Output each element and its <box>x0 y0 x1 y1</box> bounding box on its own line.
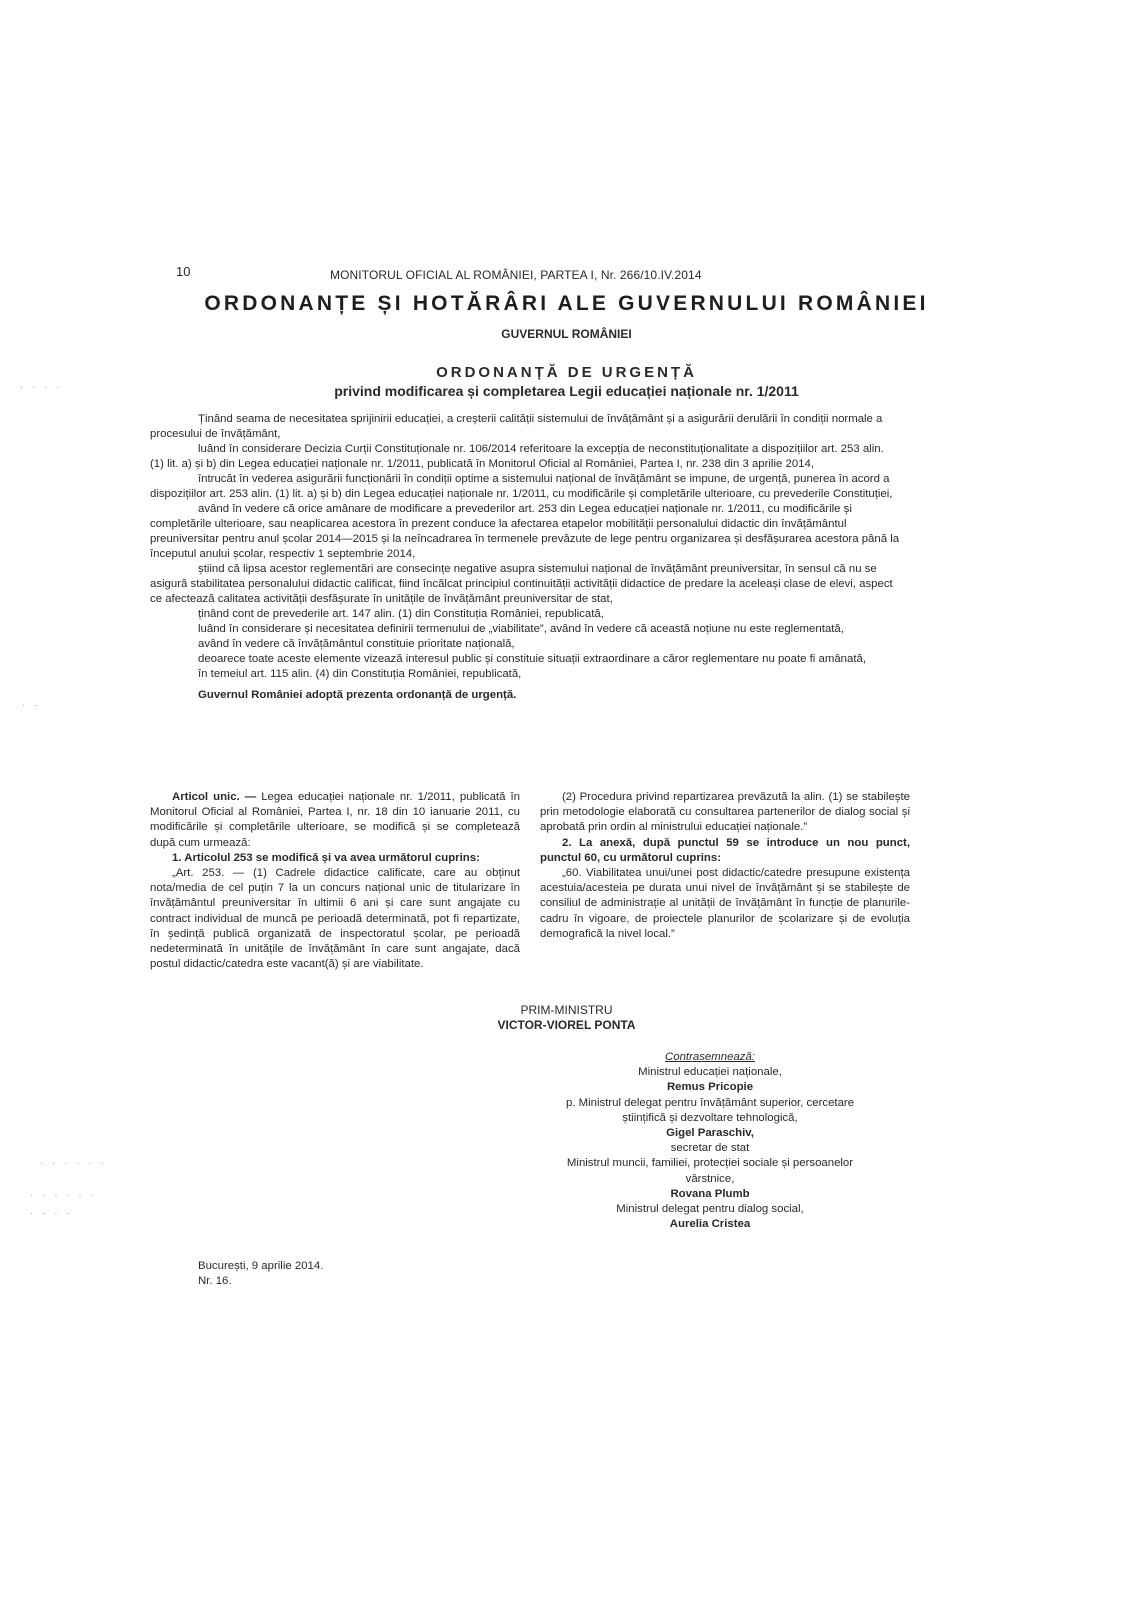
article-paragraph <box>540 836 910 866</box>
countersign-line: secretar de stat <box>670 1142 750 1155</box>
article-paragraph <box>150 851 520 866</box>
preamble <box>150 412 900 703</box>
issuer-label: GUVERNUL ROMÂNIEI <box>501 327 632 341</box>
countersign-block <box>560 1050 860 1232</box>
place-date: București, 9 aprilie 2014. <box>198 1260 324 1272</box>
article-paragraph <box>150 790 520 851</box>
countersign-heading: Contrasemnează: <box>665 1051 755 1063</box>
preamble-paragraph: deoarece toate aceste elemente vizează interesul public și constituie situații extraordinare a căror reglementare nu poate fi amânată, <box>198 653 866 665</box>
article-paragraph <box>150 866 520 972</box>
article-paragraph-text: Legea educației naționale nr. 1/2011, publicată în Monitorul Oficial al României, Partea I, nr. 18 din 10 ianuarie 2011, cu modificările și completările ulterioare, se modifică și se completează după cum urmează: <box>150 791 520 849</box>
article-paragraph-bold: 2. La anexă, după punctul 59 se introduce un nou punct, punctul 60, cu următorul cuprins: <box>540 836 910 864</box>
adoption-statement: Guvernul României adoptă prezenta ordonanță de urgență. <box>198 689 517 701</box>
document-type-title: ORDONANȚĂ DE URGENȚĂ <box>436 364 697 381</box>
article-paragraph-text: (2) Procedura privind repartizarea prevăzută la alin. (1) se stabilește prin metodologie elaborată cu consultarea partenerilor de dialog social și aprobată prin ordin al ministrului educației naționale.” <box>540 791 910 834</box>
countersign-line: Ministrul delegat pentru dialog social, <box>616 1203 804 1216</box>
article-paragraph <box>540 790 910 836</box>
preamble-paragraph: luând în considerare și necesitatea definirii termenului de „viabilitate”, având în vedere că această noțiune nu este reglementată, <box>198 623 844 635</box>
document-subject: privind modificarea și completarea Legii educației naționale nr. 1/2011 <box>334 383 799 399</box>
article-paragraph-bold: 1. Articolul 253 se modifică și va avea următorul cuprins: <box>172 851 480 864</box>
article-paragraph-text: „60. Viabilitatea unui/unei post didactic/catedre presupune existența acestuia/acesteia pe durata unui nivel de învățământ și se stabilește de consiliul de administrație al unității de învățământ în funcție de planurile-cadru în vigoare, de proiectele planurilor de școlarizare și de evoluția demografică la nivel local.” <box>540 867 910 940</box>
countersign-line: Ministrul educației naționale, <box>638 1066 782 1079</box>
scan-speck: · · <box>22 700 41 711</box>
document-number: Nr. 16. <box>198 1275 232 1288</box>
countersign-name: Gigel Paraschiv, <box>666 1127 754 1140</box>
place-date-block <box>198 1259 323 1289</box>
preamble-paragraph: știind că lipsa acestor reglementări are consecințe negative asupra sistemului național de învățământ preuniversitar, în sensul că nu se asigură stabilitatea personalului didactic calificat, fiind încălcat principiul continuității activității didactice de predare la aceleași clase de elevi, aspect ce afectează calitatea activității desfășurate în unitățile de învățământ preuniversitar de stat, <box>150 563 893 605</box>
countersign-name: Remus Pricopie <box>666 1081 754 1094</box>
signatory-name: VICTOR-VIOREL PONTA <box>497 1018 636 1032</box>
preamble-paragraph: întrucât în vederea asigurării funcționării în condiții optime a sistemului național de învățământ se impune, de urgență, punerea în acord a dispozițiilor art. 253 alin. (1) lit. a) și b) din Legea educației naționale nr. 1/2011, cu modificările și completările ulterioare, cu prevederile Constituției, <box>150 473 893 500</box>
preamble-paragraph: Ținând seama de necesitatea sprijinirii educației, a creșterii calității sistemului de învățământ și a asigurării derulării în condiții normale a procesului de învățământ, <box>150 413 883 440</box>
preamble-paragraph: având în vedere că învățământul constituie prioritate națională, <box>198 638 515 650</box>
article-right-column <box>540 790 910 942</box>
preamble-paragraph: având în vedere că orice amânare de modificare a prevederilor art. 253 din Legea educației naționale nr. 1/2011, cu modificările și completările ulterioare, sau neaplicarea acestora în prezent conduce la afectarea etapelor mobilității personalului didactic din învățământul preuniversitar pentru anul școlar 2014—2015 și la neîncadrarea în termenele prevăzute de lege pentru organizarea și desfășurarea acestora până la începutul anului școlar, respectiv 1 septembrie 2014, <box>150 503 900 560</box>
article-paragraph-text: „Art. 253. — (1) Cadrele didactice calificate, care au obținut nota/media de cel puțin 7 la un concurs național unic de titularizare în învățământul preuniversitar în ultimii 6 ani și care sunt angajate cu contract individual de muncă pe perioadă determinată, pot fi repartizate, în ședință publică organizată de inspectoratul școlar, pe perioadă nedeterminată în unitățile de învățământ în care sunt angajate, dacă postul didactic/catedra este vacant(ă) și are viabilitate. <box>150 867 520 971</box>
preamble-paragraph: în temeiul art. 115 alin. (4) din Constituția României, republicată, <box>198 668 522 680</box>
article-left-column <box>150 790 520 972</box>
scan-speck: · · · · <box>30 1208 73 1219</box>
article-paragraph-bold: Articol unic. — <box>172 791 262 803</box>
section-title: ORDONANȚE ȘI HOTĂRÂRI ALE GUVERNULUI ROMÂNIEI <box>204 292 929 315</box>
countersign-line: p. Ministrul delegat pentru învățământ superior, cercetare științifică și dezvoltare tehnologică, <box>565 1096 855 1124</box>
scan-speck: · · · · · · <box>40 1158 107 1169</box>
publication-header: MONITORUL OFICIAL AL ROMÂNIEI, PARTEA I, Nr. 266/10.IV.2014 <box>330 268 702 282</box>
countersign-name: Aurelia Cristea <box>669 1218 751 1231</box>
article-paragraph <box>540 866 910 942</box>
countersign-line: Ministrul muncii, familiei, protecției sociale și persoanelor vârstnice, <box>566 1157 854 1185</box>
page-number: 10 <box>176 264 191 279</box>
countersign-name: Rovana Plumb <box>670 1187 750 1200</box>
preamble-paragraph: ținând cont de prevederile art. 147 alin. (1) din Constituția României, republicată, <box>198 608 604 620</box>
signatory-role: PRIM-MINISTRU <box>520 1003 613 1017</box>
scan-speck: · · · · · · <box>30 1190 97 1201</box>
preamble-paragraph: luând în considerare Decizia Curții Constituționale nr. 106/2014 referitoare la excepția de neconstituționalitate a dispozițiilor art. 253 alin. (1) lit. a) și b) din Legea educației naționale nr. 1/2011, publicată în Monitorul Oficial al României, Partea I, nr. 238 din 3 aprilie 2014, <box>150 443 884 470</box>
scan-speck: · · · · <box>20 382 63 393</box>
